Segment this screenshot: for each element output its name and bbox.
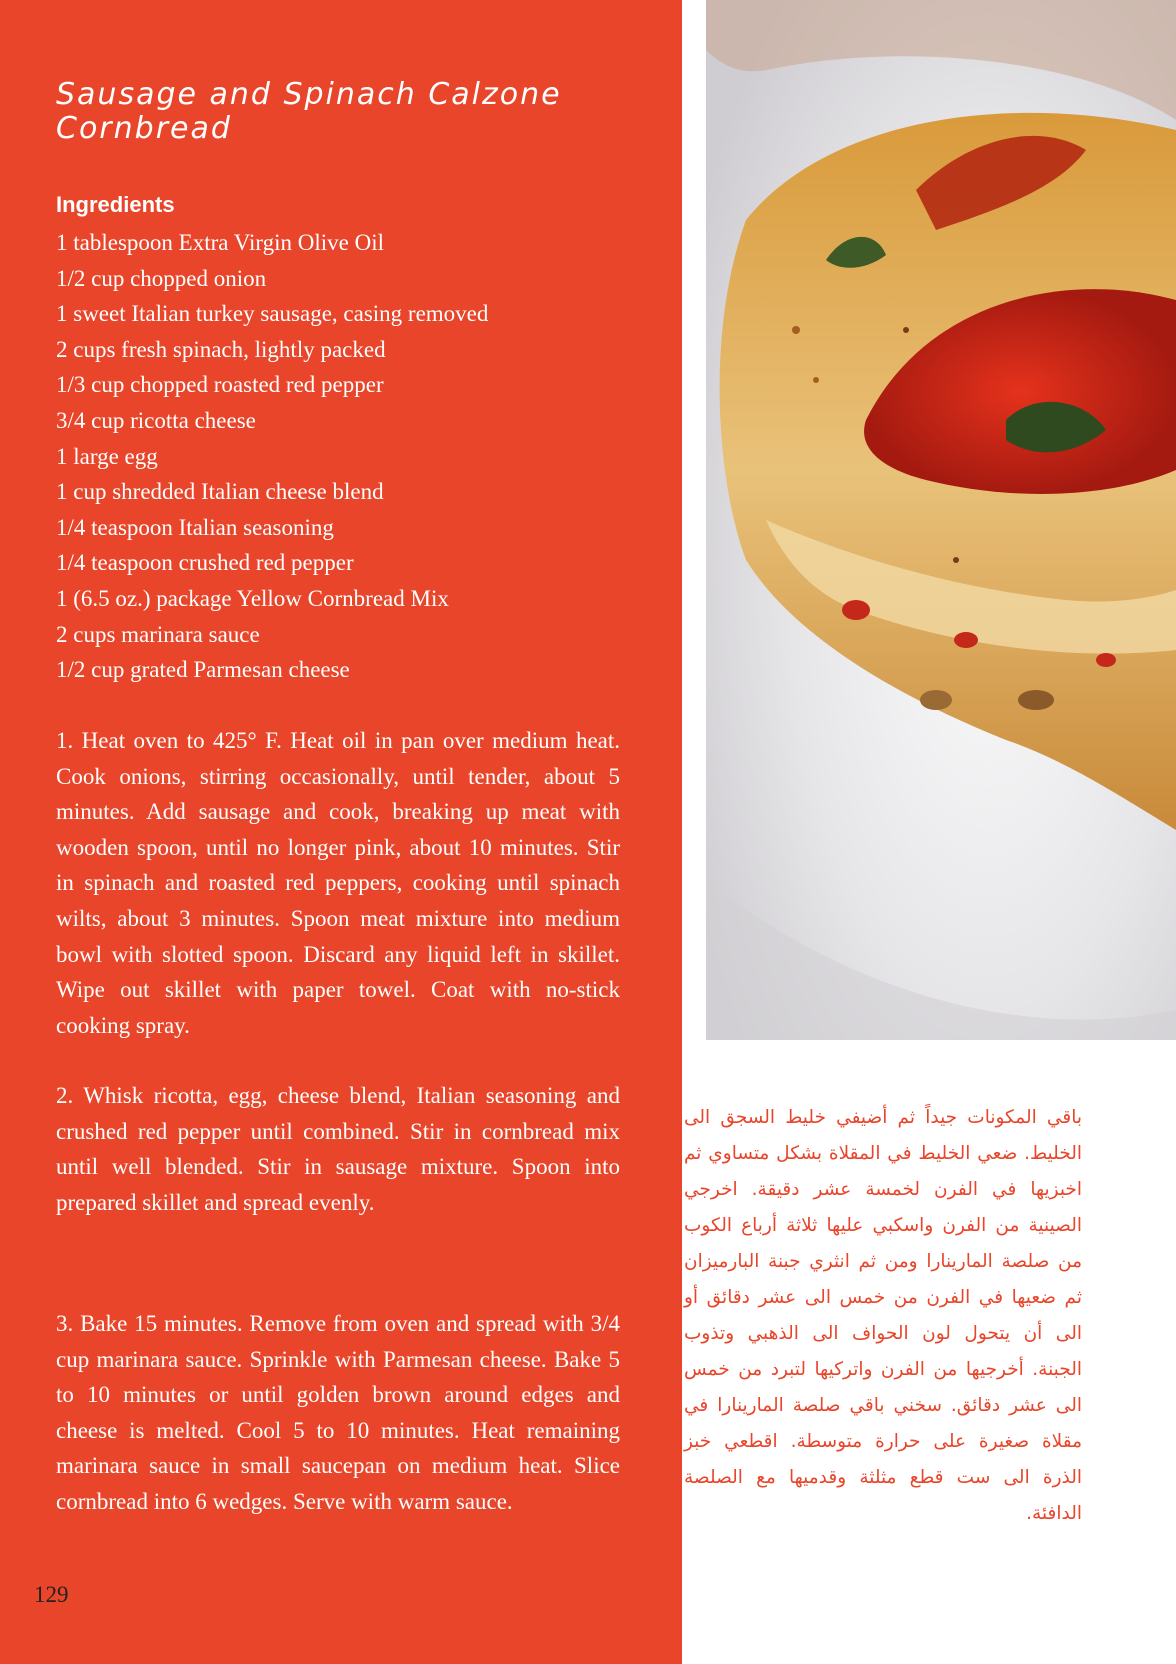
ingredient-item: 1/2 cup chopped onion	[56, 265, 267, 291]
instruction-step-1: 1. Heat oven to 425° F. Heat oil in pan over medium heat. Cook onions, stirring occasionally, until tender, about 5 minutes. Add sausage and cook, breaking up meat with wooden spoon, until no longer pink, about 10 minutes. Stir in spinach and roasted red peppers, cooking until spinach wilts, about 3 minutes. Spoon meat mixture into medium bowl with slotted spoon. Discard any liquid left in skillet. Wipe out skillet with paper towel. Coat with no-stick cooking spray.	[56, 728, 620, 1038]
instruction-step-2: 2. Whisk ricotta, egg, cheese blend, Italian seasoning and crushed red pepper until combined. Stir in cornbread mix until well blended. Stir in sausage mixture. Spoon into prepared skillet and spread evenly.	[56, 1083, 620, 1215]
calzone-cornbread-image	[706, 0, 1176, 1040]
ingredients-heading: Ingredients	[56, 192, 175, 217]
food-photo	[706, 0, 1176, 1040]
ingredients-list	[56, 225, 646, 688]
instruction-step-3: 3. Bake 15 minutes. Remove from oven and spread with 3/4 cup marinara sauce. Sprinkle with Parmesan cheese. Bake 5 to 10 minutes or until golden brown around edges and cheese is melted. Cool 5 to 10 minutes. Heat remaining marinara sauce in small saucepan on medium heat. Slice cornbread into 6 wedges. Serve with warm sauce.	[56, 1311, 620, 1514]
ingredient-item: 1 cup shredded Italian cheese blend	[56, 479, 384, 505]
ingredient-item: 1/4 teaspoon crushed red pepper	[56, 550, 354, 576]
ingredient-item: 1 sweet Italian turkey sausage, casing removed	[56, 301, 489, 327]
ingredient-item: 1/2 cup grated Parmesan cheese	[56, 657, 350, 683]
recipe-title: Sausage and Spinach Calzone Cornbread	[56, 77, 562, 146]
ingredient-item: 3/4 cup ricotta cheese	[56, 407, 256, 433]
arabic-instructions: باقي المكونات جيداً ثم أضيفي خليط السجق الى الخليط. ضعي الخليط في المقلاة بشكل متساوي ثم اخبزيها في الفرن لخمسة عشر دقيقة. اخرجي الصينية من الفرن واسكبي عليها ثلاثة أرباع الكوب من صلصة المارينارا ومن ثم انثري جبنة البارميزان ثم ضعيها في الفرن من خمس الى عشر دقائق أو الى أن يتحول لون الحواف الى الذهبي وتذوب الجبنة. أخرجيها من الفرن واتركيها لتبرد من خمس الى عشر دقائق. سخني باقي صلصة المارينارا في مقلاة صغيرة على حرارة متوسطة. اقطعي خبز الذرة الى ست قطع مثلثة وقدميها مع الصلصة الدافئة.	[684, 1107, 1082, 1524]
ingredient-item: 2 cups marinara sauce	[56, 621, 260, 647]
ingredient-item: 1/4 teaspoon Italian seasoning	[56, 514, 334, 540]
ingredient-item: 2 cups fresh spinach, lightly packed	[56, 336, 386, 362]
ingredient-item: 1 large egg	[56, 443, 158, 469]
ingredient-item: 1/3 cup chopped roasted red pepper	[56, 372, 384, 398]
page-number: 129	[34, 1582, 69, 1607]
ingredient-item: 1 (6.5 oz.) package Yellow Cornbread Mix	[56, 585, 449, 611]
ingredient-item: 1 tablespoon Extra Virgin Olive Oil	[56, 230, 385, 255]
